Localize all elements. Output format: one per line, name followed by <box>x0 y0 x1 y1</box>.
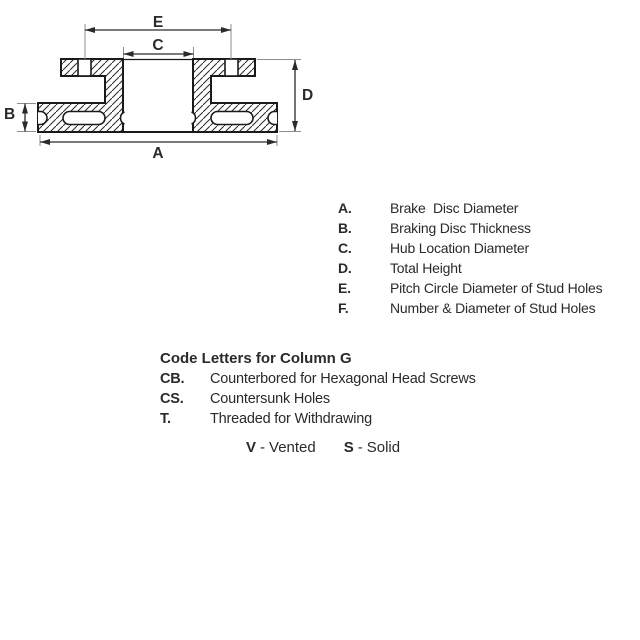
disc-type-vented-separator: - <box>260 439 266 456</box>
code-desc-t: Threaded for Withdrawing <box>210 411 373 427</box>
legend-code-e: E. <box>338 280 351 296</box>
vent-hole-left <box>63 112 105 125</box>
dim-label-e: E <box>152 14 164 31</box>
dim-label-d: D <box>302 87 314 104</box>
legend-code-d: D. <box>338 260 352 276</box>
dim-label-a: A <box>152 145 164 162</box>
code-desc-cs: Countersunk Holes <box>210 391 330 407</box>
disc-type-solid-separator: - <box>357 439 363 456</box>
legend-desc-b: Braking Disc Thickness <box>390 220 531 236</box>
legend-code-a: A. <box>338 200 352 216</box>
stud-hole-left <box>78 59 91 76</box>
code-cs: CS. <box>160 391 184 407</box>
dim-label-c: C <box>152 37 164 54</box>
bore-notch-right <box>192 112 196 124</box>
disc-type-vented <box>246 439 316 457</box>
disc-type-vented-label: Vented <box>269 439 316 456</box>
legend-desc-a: Brake Disc Diameter <box>390 200 519 216</box>
legend-row-e <box>338 278 638 298</box>
disc-type-solid <box>344 439 400 457</box>
code-desc-cb: Counterbored for Hexagonal Head Screws <box>210 371 476 387</box>
legend-desc-c: Hub Location Diameter <box>390 240 529 256</box>
legend-code-b: B. <box>338 220 352 236</box>
legend-desc-e: Pitch Circle Diameter of Stud Holes <box>390 280 603 296</box>
legend-desc-d: Total Height <box>390 260 462 276</box>
disc-type-key <box>246 439 400 457</box>
dimension-legend <box>338 198 638 318</box>
code-letters-block <box>160 349 560 429</box>
legend-row-f <box>338 298 638 318</box>
code-row-cb <box>160 369 560 389</box>
legend-row-c <box>338 238 638 258</box>
disc-type-solid-label: Solid <box>366 439 401 456</box>
legend-desc-f: Number & Diameter of Stud Holes <box>390 300 596 316</box>
code-row-cs <box>160 389 560 409</box>
legend-row-a <box>338 198 638 218</box>
legend-row-b <box>338 218 638 238</box>
stud-hole-right <box>225 59 238 76</box>
dim-label-b: B <box>4 106 16 123</box>
code-letters-heading: Code Letters for Column G <box>160 350 352 367</box>
legend-code-f: F. <box>338 300 349 316</box>
vent-hole-right <box>211 112 253 125</box>
code-row-t <box>160 409 560 429</box>
code-cb: CB. <box>160 371 185 387</box>
code-t: T. <box>160 411 171 427</box>
legend-code-c: C. <box>338 240 352 256</box>
vent-hole-outer-left <box>26 112 47 125</box>
bore-notch-left <box>121 112 125 124</box>
disc-type-vented-code: V <box>246 439 257 456</box>
vent-hole-outer-right <box>268 112 289 125</box>
disc-type-solid-code: S <box>343 439 354 456</box>
brake-disc-cross-section-diagram <box>0 0 330 165</box>
legend-row-d <box>338 258 638 278</box>
